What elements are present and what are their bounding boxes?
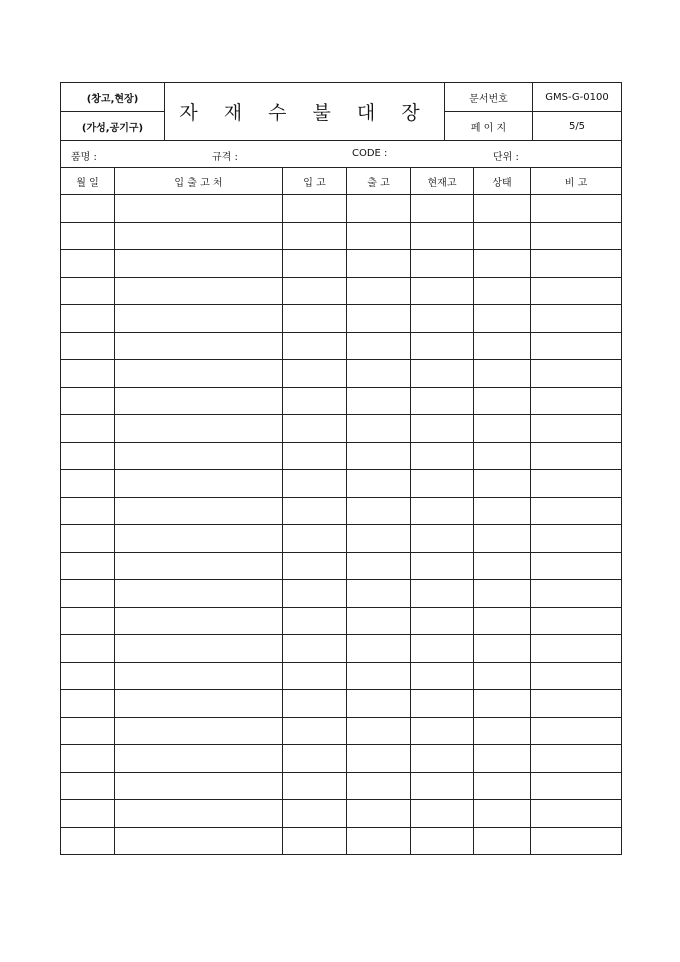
cell-source[interactable] xyxy=(115,772,283,800)
cell-source[interactable] xyxy=(115,690,283,718)
info-table xyxy=(60,141,622,168)
table-row xyxy=(61,827,622,855)
cell-status[interactable] xyxy=(474,470,531,498)
table-row xyxy=(61,580,622,608)
cell-stock[interactable] xyxy=(411,415,474,443)
cell-in[interactable] xyxy=(283,195,347,223)
cell-out[interactable] xyxy=(347,525,411,553)
cell-remarks[interactable] xyxy=(531,525,622,553)
cell-date[interactable] xyxy=(61,195,115,223)
cell-out[interactable] xyxy=(347,442,411,470)
cell-out[interactable] xyxy=(347,415,411,443)
cell-out[interactable] xyxy=(347,360,411,388)
col-in: 입 고 xyxy=(283,168,347,195)
cell-status[interactable] xyxy=(474,525,531,553)
cell-source[interactable] xyxy=(115,222,283,250)
cell-in[interactable] xyxy=(283,277,347,305)
table-row xyxy=(61,607,622,635)
cell-stock[interactable] xyxy=(411,387,474,415)
table-row xyxy=(61,525,622,553)
cell-in[interactable] xyxy=(283,525,347,553)
table-row xyxy=(61,387,622,415)
cell-stock[interactable] xyxy=(411,745,474,773)
cell-in[interactable] xyxy=(283,470,347,498)
cell-date[interactable] xyxy=(61,470,115,498)
cell-stock[interactable] xyxy=(411,442,474,470)
cell-remarks[interactable] xyxy=(531,497,622,525)
cell-remarks[interactable] xyxy=(531,662,622,690)
cell-out[interactable] xyxy=(347,497,411,525)
cell-stock[interactable] xyxy=(411,497,474,525)
page-label: 페 이 지 xyxy=(445,112,533,141)
table-row xyxy=(61,470,622,498)
cell-date[interactable] xyxy=(61,442,115,470)
cell-status[interactable] xyxy=(474,690,531,718)
page-value: 5/5 xyxy=(533,112,622,141)
cell-source[interactable] xyxy=(115,305,283,333)
cell-out[interactable] xyxy=(347,827,411,855)
table-row xyxy=(61,332,622,360)
cell-source[interactable] xyxy=(115,717,283,745)
cell-in[interactable] xyxy=(283,690,347,718)
cell-out[interactable] xyxy=(347,717,411,745)
table-row xyxy=(61,772,622,800)
cell-stock[interactable] xyxy=(411,222,474,250)
cell-stock[interactable] xyxy=(411,607,474,635)
cell-stock[interactable] xyxy=(411,717,474,745)
cell-remarks[interactable] xyxy=(531,827,622,855)
form-title: 자 재 수 불 대 장 xyxy=(165,83,445,141)
cell-source[interactable] xyxy=(115,442,283,470)
cell-out[interactable] xyxy=(347,332,411,360)
cell-remarks[interactable] xyxy=(531,772,622,800)
cell-status[interactable] xyxy=(474,552,531,580)
cell-remarks[interactable] xyxy=(531,717,622,745)
table-row xyxy=(61,222,622,250)
cell-source[interactable] xyxy=(115,525,283,553)
cell-status[interactable] xyxy=(474,360,531,388)
category-top: (창고,현장) xyxy=(61,83,165,112)
cell-stock[interactable] xyxy=(411,250,474,278)
cell-date[interactable] xyxy=(61,305,115,333)
cell-stock[interactable] xyxy=(411,580,474,608)
cell-source[interactable] xyxy=(115,277,283,305)
spec-label: 규격 : xyxy=(212,152,238,163)
cell-date[interactable] xyxy=(61,662,115,690)
table-row xyxy=(61,635,622,663)
cell-remarks[interactable] xyxy=(531,360,622,388)
cell-remarks[interactable] xyxy=(531,442,622,470)
cell-out[interactable] xyxy=(347,222,411,250)
cell-stock[interactable] xyxy=(411,277,474,305)
cell-source[interactable] xyxy=(115,635,283,663)
table-row xyxy=(61,415,622,443)
doc-no-label: 문서번호 xyxy=(445,83,533,112)
cell-remarks[interactable] xyxy=(531,250,622,278)
header-table xyxy=(60,82,622,141)
cell-in[interactable] xyxy=(283,305,347,333)
cell-date[interactable] xyxy=(61,360,115,388)
cell-in[interactable] xyxy=(283,442,347,470)
cell-date[interactable] xyxy=(61,222,115,250)
cell-stock[interactable] xyxy=(411,827,474,855)
cell-date[interactable] xyxy=(61,717,115,745)
doc-no-value: GMS-G-0100 xyxy=(533,83,622,112)
cell-in[interactable] xyxy=(283,332,347,360)
cell-out[interactable] xyxy=(347,387,411,415)
cell-source[interactable] xyxy=(115,360,283,388)
cell-status[interactable] xyxy=(474,745,531,773)
unit-label: 단위 : xyxy=(493,152,519,163)
cell-in[interactable] xyxy=(283,552,347,580)
cell-out[interactable] xyxy=(347,277,411,305)
cell-out[interactable] xyxy=(347,745,411,773)
cell-remarks[interactable] xyxy=(531,800,622,828)
cell-status[interactable] xyxy=(474,635,531,663)
code-label: CODE : xyxy=(352,148,388,159)
cell-source[interactable] xyxy=(115,552,283,580)
cell-stock[interactable] xyxy=(411,360,474,388)
col-stock: 현재고 xyxy=(411,168,474,195)
cell-source[interactable] xyxy=(115,827,283,855)
cell-out[interactable] xyxy=(347,580,411,608)
cell-remarks[interactable] xyxy=(531,332,622,360)
cell-out[interactable] xyxy=(347,552,411,580)
cell-status[interactable] xyxy=(474,250,531,278)
cell-date[interactable] xyxy=(61,250,115,278)
cell-in[interactable] xyxy=(283,745,347,773)
cell-in[interactable] xyxy=(283,772,347,800)
cell-in[interactable] xyxy=(283,415,347,443)
cell-date[interactable] xyxy=(61,415,115,443)
col-date: 월 일 xyxy=(61,168,115,195)
column-header-row xyxy=(61,168,622,195)
cell-stock[interactable] xyxy=(411,690,474,718)
cell-date[interactable] xyxy=(61,552,115,580)
cell-date[interactable] xyxy=(61,772,115,800)
cell-in[interactable] xyxy=(283,635,347,663)
cell-date[interactable] xyxy=(61,277,115,305)
cell-remarks[interactable] xyxy=(531,470,622,498)
cell-remarks[interactable] xyxy=(531,387,622,415)
cell-remarks[interactable] xyxy=(531,195,622,223)
cell-out[interactable] xyxy=(347,662,411,690)
cell-stock[interactable] xyxy=(411,470,474,498)
cell-source[interactable] xyxy=(115,662,283,690)
cell-status[interactable] xyxy=(474,497,531,525)
category-bottom: (가성,공기구) xyxy=(61,112,165,141)
cell-stock[interactable] xyxy=(411,772,474,800)
cell-in[interactable] xyxy=(283,497,347,525)
cell-remarks[interactable] xyxy=(531,305,622,333)
cell-stock[interactable] xyxy=(411,525,474,553)
cell-source[interactable] xyxy=(115,415,283,443)
cell-status[interactable] xyxy=(474,277,531,305)
table-row xyxy=(61,250,622,278)
table-row xyxy=(61,360,622,388)
cell-source[interactable] xyxy=(115,250,283,278)
table-row xyxy=(61,195,622,223)
col-source: 입 출 고 처 xyxy=(115,168,283,195)
table-row xyxy=(61,277,622,305)
cell-remarks[interactable] xyxy=(531,690,622,718)
ledger-body xyxy=(61,195,622,855)
cell-source[interactable] xyxy=(115,387,283,415)
cell-source[interactable] xyxy=(115,332,283,360)
cell-remarks[interactable] xyxy=(531,635,622,663)
cell-source[interactable] xyxy=(115,580,283,608)
cell-status[interactable] xyxy=(474,387,531,415)
cell-stock[interactable] xyxy=(411,552,474,580)
table-row xyxy=(61,552,622,580)
cell-date[interactable] xyxy=(61,580,115,608)
cell-status[interactable] xyxy=(474,195,531,223)
cell-out[interactable] xyxy=(347,690,411,718)
table-row xyxy=(61,690,622,718)
cell-status[interactable] xyxy=(474,415,531,443)
cell-out[interactable] xyxy=(347,305,411,333)
cell-source[interactable] xyxy=(115,195,283,223)
cell-stock[interactable] xyxy=(411,332,474,360)
cell-stock[interactable] xyxy=(411,195,474,223)
cell-status[interactable] xyxy=(474,827,531,855)
col-remarks: 비 고 xyxy=(531,168,622,195)
cell-source[interactable] xyxy=(115,745,283,773)
cell-in[interactable] xyxy=(283,360,347,388)
cell-remarks[interactable] xyxy=(531,580,622,608)
ledger-table xyxy=(60,168,622,855)
col-status: 상태 xyxy=(474,168,531,195)
cell-status[interactable] xyxy=(474,442,531,470)
col-out: 출 고 xyxy=(347,168,411,195)
cell-in[interactable] xyxy=(283,827,347,855)
cell-out[interactable] xyxy=(347,772,411,800)
cell-in[interactable] xyxy=(283,580,347,608)
table-row xyxy=(61,497,622,525)
cell-source[interactable] xyxy=(115,607,283,635)
cell-out[interactable] xyxy=(347,800,411,828)
cell-status[interactable] xyxy=(474,800,531,828)
cell-date[interactable] xyxy=(61,525,115,553)
cell-in[interactable] xyxy=(283,387,347,415)
cell-out[interactable] xyxy=(347,195,411,223)
cell-remarks[interactable] xyxy=(531,277,622,305)
cell-status[interactable] xyxy=(474,717,531,745)
cell-date[interactable] xyxy=(61,332,115,360)
cell-remarks[interactable] xyxy=(531,222,622,250)
cell-status[interactable] xyxy=(474,607,531,635)
cell-date[interactable] xyxy=(61,607,115,635)
cell-out[interactable] xyxy=(347,607,411,635)
cell-date[interactable] xyxy=(61,827,115,855)
cell-out[interactable] xyxy=(347,635,411,663)
cell-status[interactable] xyxy=(474,772,531,800)
cell-in[interactable] xyxy=(283,662,347,690)
cell-date[interactable] xyxy=(61,635,115,663)
cell-in[interactable] xyxy=(283,800,347,828)
cell-remarks[interactable] xyxy=(531,552,622,580)
table-row xyxy=(61,305,622,333)
cell-out[interactable] xyxy=(347,250,411,278)
cell-source[interactable] xyxy=(115,800,283,828)
cell-stock[interactable] xyxy=(411,305,474,333)
cell-status[interactable] xyxy=(474,222,531,250)
cell-status[interactable] xyxy=(474,305,531,333)
cell-stock[interactable] xyxy=(411,635,474,663)
table-row xyxy=(61,717,622,745)
cell-remarks[interactable] xyxy=(531,415,622,443)
table-row xyxy=(61,662,622,690)
cell-in[interactable] xyxy=(283,222,347,250)
cell-date[interactable] xyxy=(61,690,115,718)
info-row xyxy=(61,141,622,168)
cell-in[interactable] xyxy=(283,250,347,278)
cell-status[interactable] xyxy=(474,580,531,608)
cell-status[interactable] xyxy=(474,332,531,360)
cell-remarks[interactable] xyxy=(531,607,622,635)
ledger-form xyxy=(60,82,621,855)
cell-date[interactable] xyxy=(61,387,115,415)
table-row xyxy=(61,442,622,470)
cell-out[interactable] xyxy=(347,470,411,498)
cell-in[interactable] xyxy=(283,607,347,635)
cell-in[interactable] xyxy=(283,717,347,745)
cell-date[interactable] xyxy=(61,497,115,525)
cell-date[interactable] xyxy=(61,800,115,828)
cell-status[interactable] xyxy=(474,662,531,690)
item-name-label: 품명 : xyxy=(71,152,97,163)
cell-stock[interactable] xyxy=(411,662,474,690)
cell-date[interactable] xyxy=(61,745,115,773)
table-row xyxy=(61,745,622,773)
table-row xyxy=(61,800,622,828)
cell-remarks[interactable] xyxy=(531,745,622,773)
cell-stock[interactable] xyxy=(411,800,474,828)
cell-source[interactable] xyxy=(115,497,283,525)
cell-source[interactable] xyxy=(115,470,283,498)
